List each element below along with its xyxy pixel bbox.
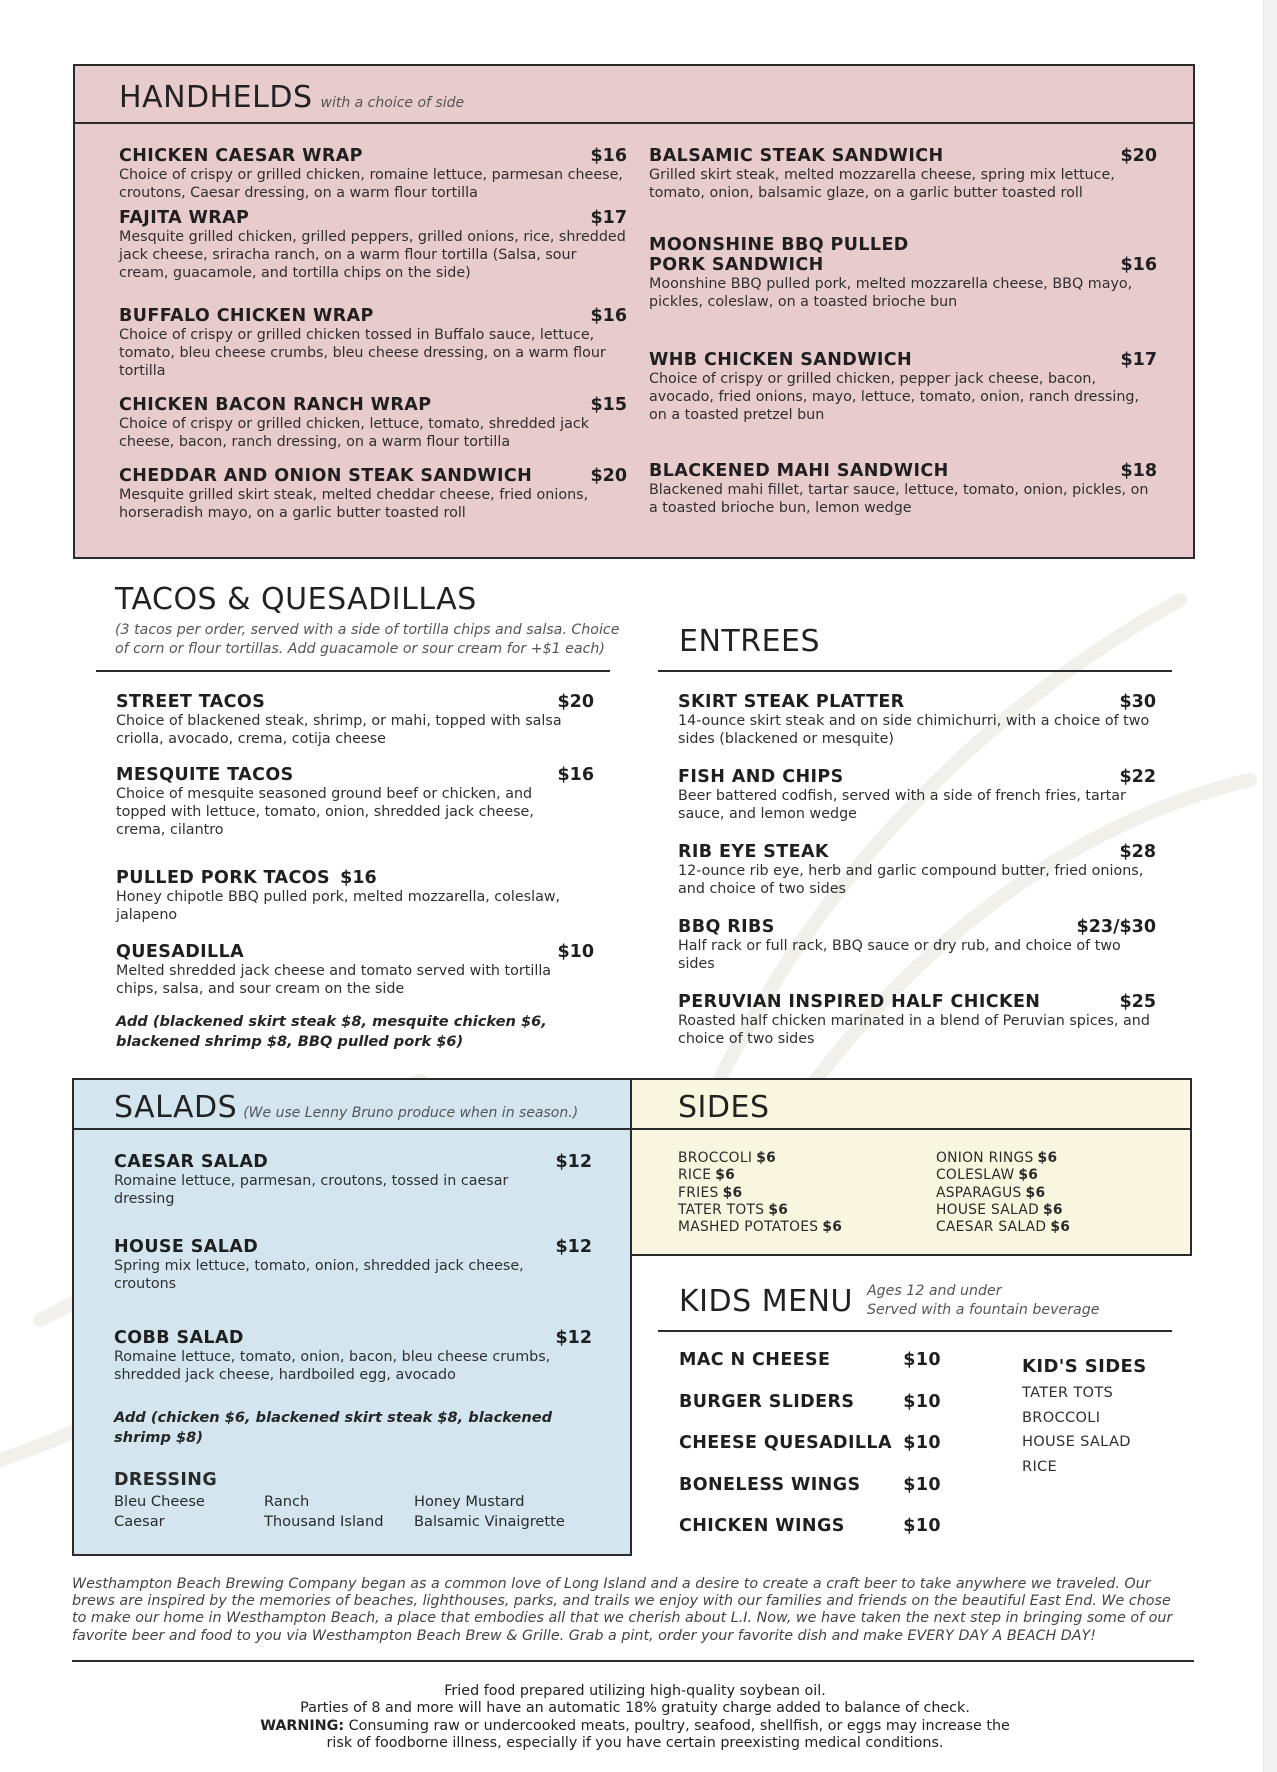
kids-divider — [658, 1330, 1172, 1332]
item-description: Choice of blackened steak, shrimp, or mahi, topped with salsa criolla, avocado, crema, cotija cheese — [116, 713, 562, 747]
side-price: $6 — [1018, 1167, 1039, 1184]
item-name: BONELESS WINGS — [679, 1474, 861, 1495]
item-description: Choice of mesquite seasoned ground beef or chicken, and topped with lettuce, tomato, onion, shredded jack cheese, crema, cilantro — [116, 786, 534, 838]
item-description: Choice of crispy or grilled chicken, lettuce, tomato, shredded jack cheese, bacon, ranch dressing, on a warm flour tortilla — [119, 416, 590, 450]
side-item — [678, 1167, 842, 1184]
item-price: $17 — [590, 208, 627, 228]
item-price: $20 — [557, 692, 594, 712]
kids-side-item: TATER TOTS — [1022, 1384, 1114, 1401]
item-price: $12 — [555, 1237, 592, 1257]
kids-subtitle — [867, 1282, 1100, 1320]
salads-add-on-note — [114, 1408, 592, 1447]
side-name: BROCCOLI — [678, 1150, 753, 1166]
item-description: Blackened mahi fillet, tartar sauce, lettuce, tomato, onion, pickles, on a toasted brioche bun, lemon wedge — [649, 482, 1149, 516]
side-price: $6 — [1050, 1219, 1071, 1236]
item-description: Choice of crispy or grilled chicken, pepper jack cheese, bacon, avocado, fried onions, mayo, lettuce, tomato, onion, ranch dressing, on a toasted pretzel bun — [649, 371, 1140, 423]
handhelds-subtitle: with a choice of side — [320, 95, 465, 111]
kids-subtitle-line1: Ages 12 and under — [866, 1283, 1002, 1299]
salads-title: SALADS — [114, 1090, 238, 1125]
item-price: $10 — [903, 1433, 941, 1453]
menu-item — [119, 306, 627, 380]
side-price: $6 — [722, 1184, 743, 1201]
menu-item — [119, 146, 627, 202]
brand-story — [72, 1576, 1196, 1645]
item-name: COBB SALAD — [114, 1328, 244, 1348]
item-name-line1: MOONSHINE BBQ PULLED — [649, 235, 909, 255]
item-price: $30 — [1119, 692, 1156, 712]
side-item — [936, 1185, 1070, 1202]
side-item — [678, 1202, 842, 1219]
handhelds-section — [73, 64, 1195, 559]
kids-header — [679, 1282, 1099, 1320]
menu-item — [678, 692, 1156, 748]
dressing-item: Caesar — [114, 1513, 165, 1530]
kids-menu-item — [679, 1350, 941, 1392]
entrees-header — [679, 624, 820, 659]
item-name: FISH AND CHIPS — [678, 767, 844, 787]
entrees-divider — [658, 670, 1172, 672]
item-price: $10 — [903, 1350, 941, 1370]
item-price: $28 — [1119, 842, 1156, 862]
item-price: $25 — [1119, 992, 1156, 1012]
item-name: QUESADILLA — [116, 942, 245, 962]
item-price: $16 — [590, 306, 627, 326]
menu-item — [649, 235, 1157, 311]
side-name: TATER TOTS — [678, 1201, 765, 1218]
sides-header — [632, 1080, 1190, 1130]
item-price: $12 — [555, 1152, 592, 1172]
item-description: Spring mix lettuce, tomato, onion, shredded jack cheese, croutons — [114, 1258, 524, 1292]
side-name: FRIES — [678, 1184, 719, 1201]
item-name: BLACKENED MAHI SANDWICH — [649, 461, 949, 481]
kids-side-item: RICE — [1022, 1457, 1058, 1475]
menu-item — [119, 208, 627, 282]
item-name: CHEESE QUESADILLA — [679, 1433, 892, 1453]
side-item — [936, 1167, 1070, 1184]
kids-title: KIDS MENU — [679, 1284, 853, 1319]
tacos-subtitle-line1: (3 tacos per order, served with a side of tortilla chips and salsa. Choice — [115, 622, 620, 638]
side-item — [678, 1150, 842, 1167]
menu-item — [119, 466, 627, 522]
side-item — [678, 1185, 842, 1202]
side-name: RICE — [678, 1167, 712, 1184]
item-price: $16 — [1120, 255, 1157, 275]
item-description: Romaine lettuce, parmesan, croutons, tossed in caesar dressing — [114, 1173, 509, 1207]
dressing-item: Balsamic Vinaigrette — [414, 1513, 565, 1530]
footer-notes — [120, 1683, 1150, 1753]
dressing-list — [114, 1492, 592, 1532]
item-price: $18 — [1120, 461, 1157, 481]
item-price: $22 — [1119, 767, 1156, 787]
story-line: to make our home in Westhampton Beach, a place that embodies all that we cherish about L.I. Now, we have taken the next step in bringing some of our — [72, 1610, 1173, 1627]
tacos-header — [115, 582, 635, 659]
item-description: Choice of crispy or grilled chicken, romaine lettuce, parmesan cheese, croutons, Caesar dressing, on a warm flour tortilla — [119, 167, 623, 201]
menu-item — [649, 350, 1157, 424]
footer-line: risk of foodborne illness, especially if you have certain preexisting medical conditions. — [326, 1735, 944, 1752]
item-description: 14-ounce skirt steak and on side chimichurri, with a choice of two sides (blackened or mesquite) — [678, 713, 1150, 747]
story-line: brews are inspired by the memories of beaches, lighthouses, parks, and trails we enjoy with our families and friends on the beautiful East End. We chose — [72, 1593, 1171, 1610]
sides-title: SIDES — [678, 1090, 770, 1125]
sides-left-column — [678, 1150, 842, 1236]
item-name: PERUVIAN INSPIRED HALF CHICKEN — [678, 992, 1041, 1012]
item-price: $20 — [590, 466, 627, 486]
menu-item — [114, 1152, 592, 1208]
kids-sides-block — [1022, 1356, 1147, 1479]
kids-menu-item — [679, 1516, 941, 1558]
sides-section — [630, 1078, 1192, 1256]
menu-item — [678, 842, 1156, 898]
item-price: $17 — [1120, 350, 1157, 370]
menu-item — [678, 767, 1156, 823]
entrees-title: ENTREES — [679, 624, 821, 659]
item-description: Romaine lettuce, tomato, onion, bacon, bleu cheese crumbs, shredded jack cheese, hardboiled egg, avocado — [114, 1349, 551, 1383]
item-name: CHICKEN BACON RANCH WRAP — [119, 395, 432, 415]
item-description: Half rack or full rack, BBQ sauce or dry rub, and choice of two sides — [678, 938, 1121, 972]
item-name: HOUSE SALAD — [114, 1237, 259, 1257]
item-price: $20 — [1120, 146, 1157, 166]
footer-warning — [120, 1718, 1150, 1735]
item-name: FAJITA WRAP — [119, 208, 250, 228]
side-name: ONION RINGS — [936, 1150, 1034, 1166]
item-name: MESQUITE TACOS — [116, 765, 294, 785]
side-price: $6 — [756, 1150, 777, 1166]
item-name: CHEDDAR AND ONION STEAK SANDWICH — [119, 466, 533, 486]
dressing-item: Thousand Island — [264, 1513, 384, 1530]
kids-items-list — [679, 1350, 941, 1558]
item-price: $10 — [903, 1474, 941, 1495]
side-name: ASPARAGUS — [936, 1184, 1022, 1201]
side-name: MASHED POTATOES — [678, 1219, 819, 1236]
side-name: HOUSE SALAD — [936, 1201, 1040, 1218]
menu-item — [116, 868, 594, 924]
footer-line: Parties of 8 and more will have an automatic 18% gratuity charge added to balance of check. — [300, 1700, 970, 1717]
side-item — [936, 1202, 1070, 1219]
tacos-subtitle — [115, 621, 635, 659]
add-note-line1: Add (blackened skirt steak $8, mesquite chicken $6, — [116, 1013, 547, 1030]
add-note-line2: blackened shrimp $8, BBQ pulled pork $6) — [116, 1032, 464, 1050]
item-price: $10 — [557, 942, 594, 962]
item-name: WHB CHICKEN SANDWICH — [649, 350, 913, 370]
item-description: Honey chipotle BBQ pulled pork, melted mozzarella, coleslaw, jalapeno — [116, 889, 561, 923]
item-description: Beer battered codfish, served with a side of french fries, tartar sauce, and lemon wedge — [678, 788, 1126, 822]
item-price: $23/$30 — [1076, 917, 1156, 937]
item-description: Mesquite grilled skirt steak, melted cheddar cheese, fried onions, horseradish mayo, on a garlic butter toasted roll — [119, 487, 589, 521]
salads-subtitle: (We use Lenny Bruno produce when in season.) — [243, 1105, 579, 1121]
menu-item — [678, 917, 1156, 973]
kids-menu-item — [679, 1433, 941, 1475]
kids-side-item: HOUSE SALAD — [1022, 1433, 1131, 1450]
side-price: $6 — [768, 1201, 789, 1218]
salads-section — [72, 1078, 632, 1556]
item-description: Moonshine BBQ pulled pork, melted mozzarella cheese, BBQ mayo, pickles, coleslaw, on a toasted brioche bun — [649, 276, 1133, 310]
side-price: $6 — [1037, 1150, 1058, 1166]
side-price: $6 — [1025, 1184, 1046, 1201]
menu-item — [678, 992, 1156, 1048]
side-item — [678, 1219, 842, 1236]
menu-item — [114, 1237, 592, 1293]
menu-item — [116, 942, 594, 998]
scrollbar-track[interactable] — [1263, 0, 1277, 1772]
menu-item — [649, 461, 1157, 517]
sides-right-column — [936, 1150, 1070, 1236]
dressing-item: Bleu Cheese — [114, 1493, 205, 1510]
item-name: CHICKEN CAESAR WRAP — [119, 146, 363, 166]
menu-item — [649, 146, 1157, 202]
menu-item — [119, 395, 627, 451]
add-note-line1: Add (chicken $6, blackened skirt steak $8, blackened — [114, 1409, 553, 1426]
dressing-item: Honey Mustard — [414, 1493, 525, 1510]
item-name: BURGER SLIDERS — [679, 1391, 855, 1412]
kids-menu-item — [679, 1475, 941, 1517]
tacos-add-on-note — [116, 1012, 594, 1051]
item-name: RIB EYE STEAK — [678, 842, 829, 862]
side-price: $6 — [715, 1167, 736, 1184]
item-name: STREET TACOS — [116, 692, 266, 712]
kids-menu-item — [679, 1392, 941, 1434]
item-name: SKIRT STEAK PLATTER — [678, 692, 905, 712]
item-name: BALSAMIC STEAK SANDWICH — [649, 146, 944, 166]
side-price: $6 — [822, 1219, 843, 1236]
menu-item — [114, 1328, 592, 1384]
item-description: Roasted half chicken marinated in a blend of Peruvian spices, and choice of two sides — [678, 1013, 1150, 1047]
side-item — [936, 1219, 1070, 1236]
side-name: COLESLAW — [936, 1167, 1015, 1184]
footer-divider — [72, 1660, 1194, 1662]
item-price: $16 — [340, 868, 377, 888]
handhelds-header — [75, 66, 1193, 124]
item-description: Choice of crispy or grilled chicken tossed in Buffalo sauce, lettuce, tomato, bleu cheese crumbs, bleu cheese dressing, on a warm flour tortilla — [119, 327, 606, 379]
kids-sides-title: KID'S SIDES — [1022, 1356, 1147, 1377]
item-description: Grilled skirt steak, melted mozzarella cheese, spring mix lettuce, tomato, onion, balsamic glaze, on a garlic butter toasted roll — [649, 167, 1115, 201]
item-name: BUFFALO CHICKEN WRAP — [119, 306, 374, 326]
tacos-title: TACOS & QUESADILLAS — [115, 582, 477, 617]
item-name: PORK SANDWICH — [649, 255, 824, 275]
item-name: BBQ RIBS — [678, 917, 775, 937]
item-price: $10 — [903, 1391, 941, 1412]
item-name: CAESAR SALAD — [114, 1152, 269, 1172]
item-price: $16 — [557, 765, 594, 785]
item-price: $12 — [555, 1328, 592, 1348]
tacos-divider — [96, 670, 610, 672]
add-note-line2: shrimp $8) — [114, 1428, 203, 1446]
item-price: $16 — [590, 146, 627, 166]
menu-item — [116, 692, 594, 748]
item-description: 12-ounce rib eye, herb and garlic compound butter, fried onions, and choice of two sides — [678, 863, 1144, 897]
item-name: MAC N CHEESE — [679, 1350, 831, 1370]
menu-item — [116, 765, 594, 839]
warning-text: Consuming raw or undercooked meats, poultry, seafood, shellfish, or eggs may increase the — [344, 1717, 1010, 1734]
handhelds-title: HANDHELDS — [119, 80, 313, 115]
item-description: Mesquite grilled chicken, grilled peppers, grilled onions, rice, shredded jack cheese, sriracha ranch, on a warm flour tortilla (Salsa, sour cream, guacamole, and tortilla chips on the side) — [119, 229, 626, 281]
salads-header — [74, 1080, 630, 1130]
item-name: PULLED PORK TACOS — [116, 868, 330, 888]
kids-side-item: BROCCOLI — [1022, 1408, 1101, 1426]
side-item — [936, 1150, 1070, 1167]
story-line: Westhampton Beach Brewing Company began as a common love of Long Island and a desire to create a craft beer to take anywhere we traveled. Our — [72, 1576, 1151, 1592]
tacos-subtitle-line2: of corn or flour tortillas. Add guacamole or sour cream for +$1 each) — [115, 641, 605, 657]
story-line: favorite beer and food to you via Westhampton Beach Brew & Grille. Grab a pint, order your favorite dish and make EVERY DAY A BEACH DAY! — [72, 1627, 1097, 1644]
item-name: CHICKEN WINGS — [679, 1516, 845, 1536]
footer-line: Fried food prepared utilizing high-quality soybean oil. — [444, 1683, 826, 1699]
dressing-item: Ranch — [264, 1493, 310, 1510]
side-name: CAESAR SALAD — [936, 1219, 1047, 1236]
side-price: $6 — [1043, 1201, 1063, 1218]
item-description: Melted shredded jack cheese and tomato served with tortilla chips, salsa, and sour cream on the side — [116, 963, 552, 997]
warning-label: WARNING: — [260, 1717, 345, 1734]
kids-subtitle-line2: Served with a fountain beverage — [866, 1302, 1100, 1318]
dressing-title: DRESSING — [114, 1470, 218, 1490]
dressing-block — [114, 1470, 592, 1532]
item-price: $15 — [590, 395, 627, 415]
item-price: $10 — [903, 1516, 941, 1536]
